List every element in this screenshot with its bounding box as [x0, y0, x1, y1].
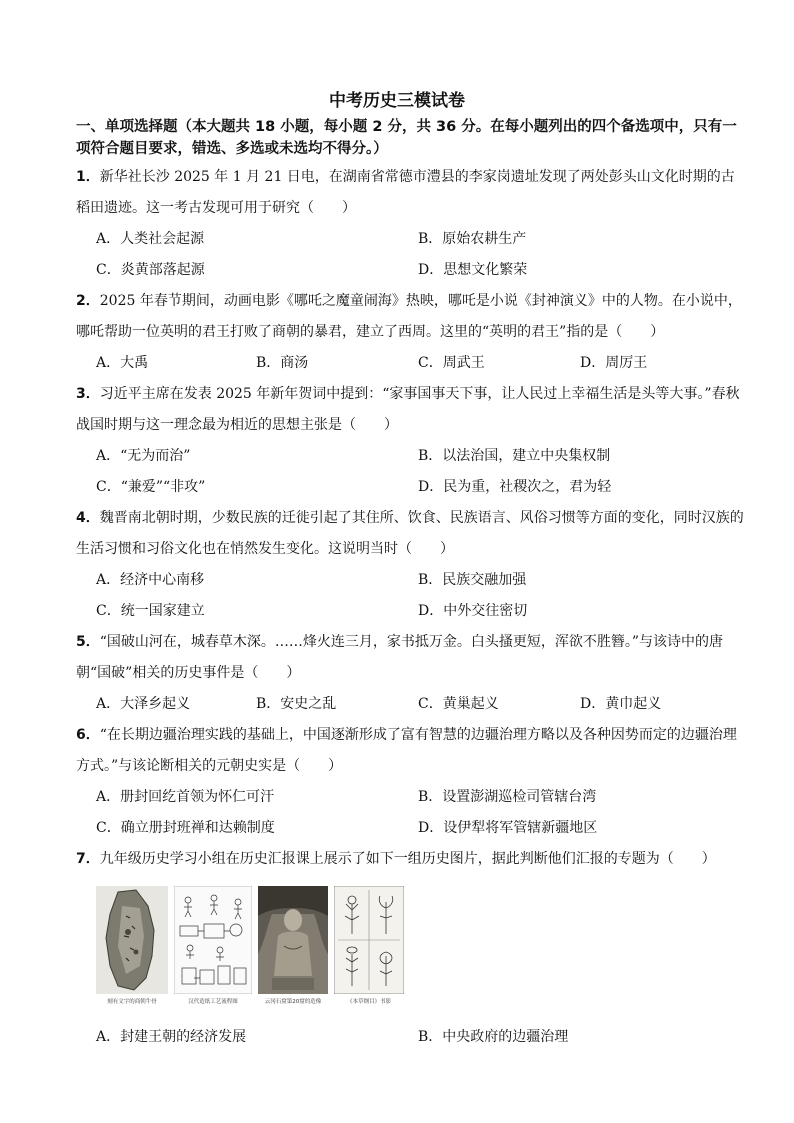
option-c: C．黄巢起义	[418, 696, 499, 712]
option-d: D．设伊犁将军管辖新疆地区	[418, 820, 598, 836]
option-row	[76, 472, 748, 503]
history-pictures	[96, 886, 408, 1014]
picture-caption: 云冈石窟第20窟的造像	[264, 999, 322, 1005]
option-row	[76, 565, 748, 596]
option-c: C．“兼爱”“非攻”	[96, 479, 206, 495]
question-number: 7．	[76, 851, 100, 867]
option-a: A．人类社会起源	[96, 231, 205, 247]
question-stem: 魏晋南北朝时期，少数民族的迁徙引起了其住所、饮食、民族语言、风俗习惯等方面的变化，同时汉族的生活习惯和习俗文化也在悄然发生变化。这说明当时（ ）	[76, 510, 744, 557]
option-b: B．民族交融加强	[418, 572, 527, 588]
option-b: B．安史之乱	[256, 696, 337, 712]
picture-caption: 《本草纲目》书影	[346, 999, 391, 1005]
question-stem: 新华社长沙 2025 年 1 月 21 日电，在湖南省常德市澧县的李家岗遗址发现了两处彭头山文化时期的古稻田遗迹。这一考古发现可用于研究（ ）	[76, 169, 735, 216]
question-number: 6．	[76, 727, 100, 743]
picture-1	[96, 886, 168, 1004]
option-row	[76, 441, 748, 472]
option-b: B．原始农耕生产	[418, 231, 527, 247]
question-stem: “在长期边疆治理实践的基础上，中国逐渐形成了富有智慧的边疆治理方略以及各种因势而定的边疆治理方式。”与该论断相关的元朝史实是（ ）	[76, 727, 737, 774]
yungang-buddha-photo	[258, 886, 328, 994]
option-row	[76, 596, 748, 627]
option-c: C．统一国家建立	[96, 603, 205, 619]
picture-4	[334, 886, 404, 1004]
question-7	[76, 844, 748, 875]
option-d: D．黄巾起义	[580, 696, 662, 712]
question-stem: 2025 年春节期间，动画电影《哪吒之魔童闹海》热映，哪吒是小说《封神演义》中的人物。在小说中，哪吒帮助一位英明的君王打败了商朝的暴君，建立了西周。这里的“英明的君王”指的是（ ）	[76, 293, 742, 340]
option-row	[76, 782, 748, 813]
herbal-book-page	[334, 886, 404, 994]
question-stem: 习近平主席在发表 2025 年新年贺词中提到：“家事国事天下事，让人民过上幸福生活是头等大事。”春秋战国时期与这一理念最为相近的思想主张是（ ）	[76, 386, 740, 433]
oracle-bone-image	[96, 886, 168, 994]
picture-caption: 汉代造纸工艺流程图	[188, 999, 238, 1005]
option-d: D．中外交往密切	[418, 603, 528, 619]
option-a: A．大泽乡起义	[96, 696, 191, 712]
question-number: 4．	[76, 510, 100, 526]
option-row	[76, 255, 748, 286]
option-row	[76, 348, 748, 379]
page-title: 中考历史三模试卷	[329, 91, 465, 111]
question-number: 2．	[76, 293, 100, 309]
question-number: 3．	[76, 386, 100, 402]
option-a: A．大禹	[96, 355, 149, 371]
papermaking-illustration	[174, 886, 252, 994]
option-row	[76, 224, 748, 255]
option-a: A．“无为而治”	[96, 448, 191, 464]
option-row	[76, 1022, 748, 1053]
picture-caption: 刻有文字的商朝牛骨	[107, 999, 157, 1005]
option-b: B．商汤	[256, 355, 309, 371]
question-3	[76, 379, 748, 503]
option-a: A．封建王朝的经济发展	[96, 1029, 247, 1045]
question-number: 1．	[76, 169, 100, 185]
option-a: A．册封回纥首领为怀仁可汗	[96, 789, 275, 805]
picture-2	[174, 886, 252, 1004]
option-c: C．周武王	[418, 355, 485, 371]
question-stem: 九年级历史学习小组在历史汇报课上展示了如下一组历史图片，据此判断他们汇报的专题为（ ）	[99, 851, 716, 867]
option-row	[76, 813, 748, 844]
question-stem: “国破山河在，城春草木深。……烽火连三月，家书抵万金。白头搔更短，浑欲不胜簪。”与该诗中的唐朝“国破”相关的历史事件是（ ）	[76, 634, 724, 681]
question-number: 5．	[76, 634, 100, 650]
question-1	[76, 162, 748, 286]
question-2	[76, 286, 748, 379]
question-6	[76, 720, 748, 844]
option-c: C．确立册封班禅和达赖制度	[96, 820, 275, 836]
section-heading: 一、单项选择题（本大题共 18 小题，每小题 2 分，共 36 分。在每小题列出的四个备选项中，只有一项符合题目要求，错选、多选或未选均不得分。）	[76, 119, 737, 157]
option-d: D．思想文化繁荣	[418, 262, 528, 278]
picture-3	[258, 886, 328, 1004]
option-d: D．周厉王	[580, 355, 648, 371]
question-7-options	[76, 1022, 748, 1053]
option-b: B．设置澎湖巡检司管辖台湾	[418, 789, 597, 805]
option-a: A．经济中心南移	[96, 572, 205, 588]
option-b: B．中央政府的边疆治理	[418, 1029, 569, 1045]
question-4	[76, 503, 748, 627]
option-row	[76, 689, 748, 720]
option-d: D．民为重，社稷次之，君为轻	[418, 479, 612, 495]
option-b: B．以法治国，建立中央集权制	[418, 448, 611, 464]
option-c: C．炎黄部落起源	[96, 262, 205, 278]
question-5	[76, 627, 748, 720]
